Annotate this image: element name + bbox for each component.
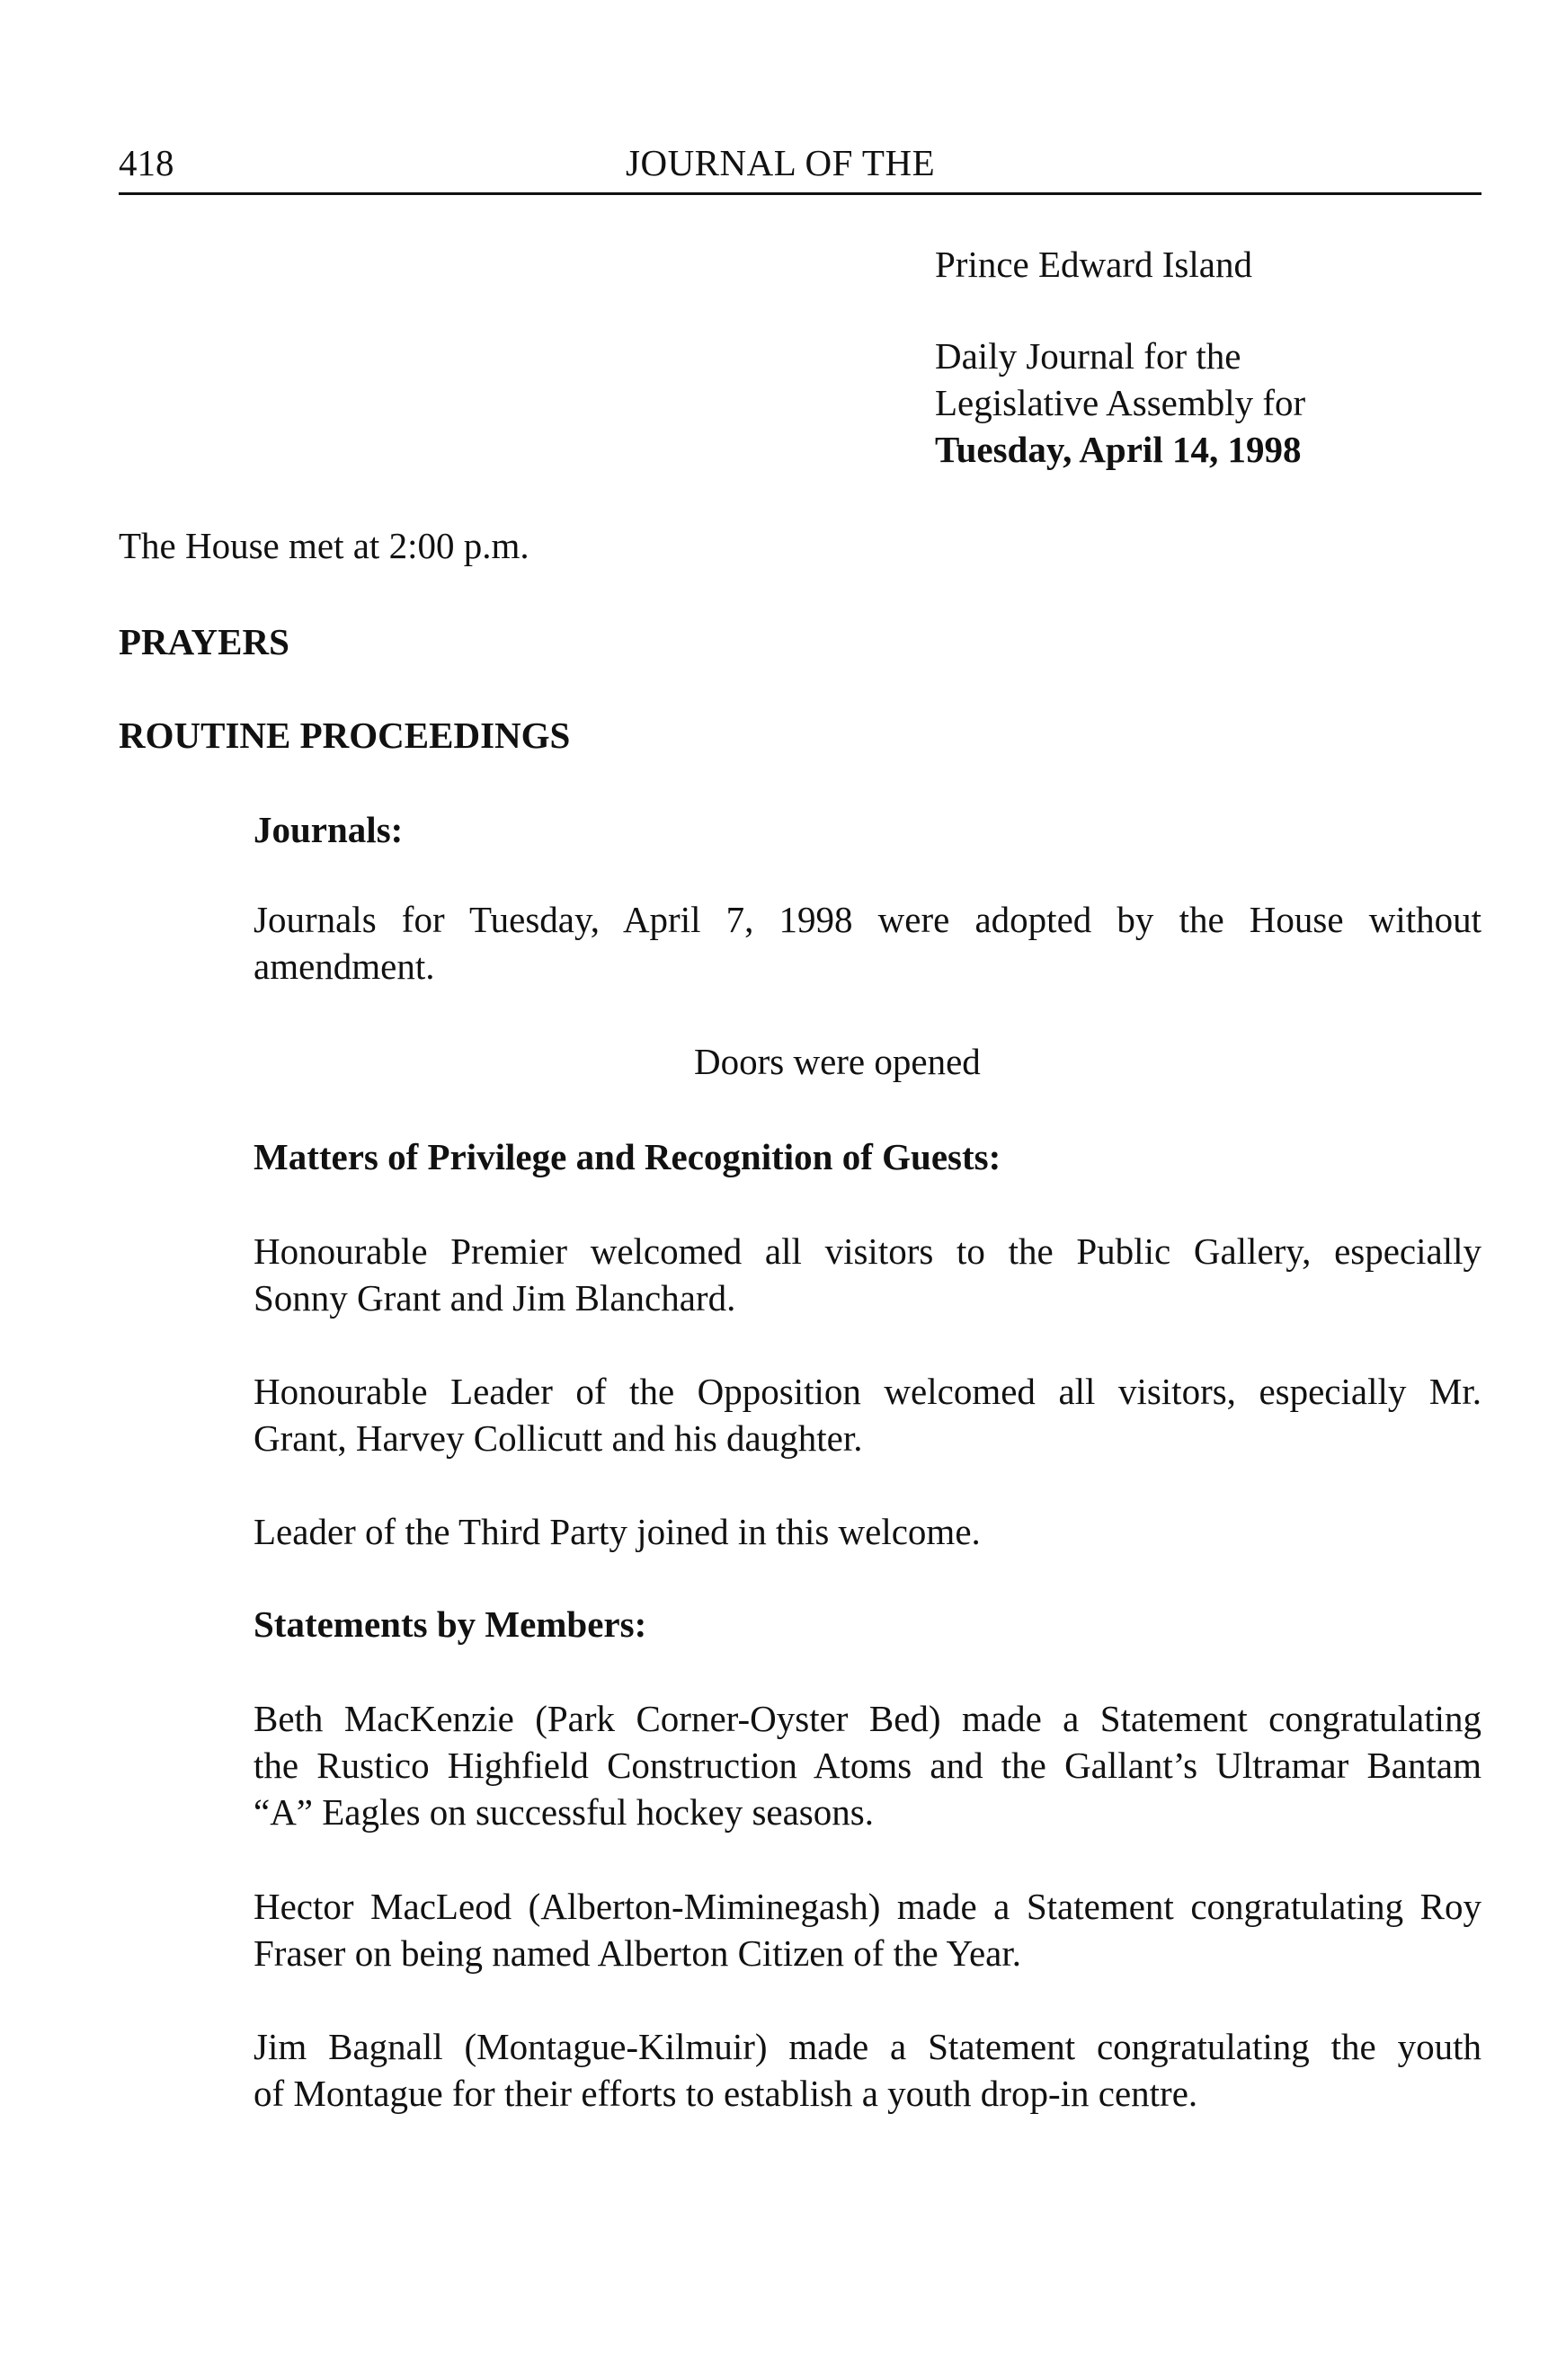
- journals-heading: Journals:: [254, 809, 404, 850]
- journal-description-line: Daily Journal for the: [935, 335, 1241, 377]
- journals-paragraph: [254, 896, 1481, 990]
- header-rule: [119, 192, 1481, 195]
- paragraph-line: of Montague for their efforts to establish a youth drop-in centre.: [254, 2073, 1198, 2114]
- paragraph-line: Sonny Grant and Jim Blanchard.: [254, 1277, 736, 1319]
- statements-heading: Statements by Members:: [254, 1603, 647, 1645]
- house-met-time: The House met at 2:00 p.m.: [119, 525, 529, 566]
- privilege-paragraph: [254, 1368, 1481, 1461]
- privilege-paragraph: [254, 1508, 1481, 1555]
- statement-paragraph: [254, 1695, 1481, 1835]
- journal-date: Tuesday, April 14, 1998: [935, 429, 1302, 470]
- page-number: 418: [119, 142, 174, 183]
- paragraph-line: Hector MacLeod (Alberton-Miminegash) made a Statement congratulating Roy: [254, 1886, 1481, 1927]
- running-head: JOURNAL OF THE: [626, 142, 936, 183]
- paragraph-line: Beth MacKenzie (Park Corner-Oyster Bed) made a Statement congratulating: [254, 1698, 1481, 1739]
- paragraph-line: “A” Eagles on successful hockey seasons.: [254, 1791, 874, 1833]
- paragraph-line: amendment.: [254, 946, 435, 987]
- statement-paragraph: [254, 1883, 1481, 1976]
- paragraph-line: Leader of the Third Party joined in this welcome.: [254, 1511, 981, 1552]
- paragraph-line: Journals for Tuesday, April 7, 1998 were adopted by the House without: [254, 899, 1481, 940]
- privilege-paragraph: [254, 1228, 1481, 1321]
- privilege-heading: Matters of Privilege and Recognition of Guests:: [254, 1136, 1001, 1177]
- statement-paragraph: [254, 2023, 1481, 2117]
- journal-description: [935, 333, 1305, 473]
- routine-proceedings-heading: ROUTINE PROCEEDINGS: [119, 715, 571, 756]
- paragraph-line: Grant, Harvey Collicutt and his daughter.: [254, 1417, 863, 1459]
- paragraph-line: Jim Bagnall (Montague-Kilmuir) made a Statement congratulating the youth: [254, 2026, 1481, 2067]
- paragraph-line: the Rustico Highfield Construction Atoms and the Gallant’s Ultramar Bantam: [254, 1745, 1481, 1786]
- prayers-heading: PRAYERS: [119, 621, 289, 662]
- paragraph-line: Honourable Premier welcomed all visitors to the Public Gallery, especially: [254, 1230, 1481, 1272]
- paragraph-line: Fraser on being named Alberton Citizen of the Year.: [254, 1932, 1021, 1974]
- paragraph-line: Honourable Leader of the Opposition welcomed all visitors, especially Mr.: [254, 1371, 1481, 1412]
- doors-opened-note: Doors were opened: [694, 1041, 981, 1082]
- journal-description-line: Legislative Assembly for: [935, 382, 1306, 423]
- place-name: Prince Edward Island: [935, 244, 1252, 285]
